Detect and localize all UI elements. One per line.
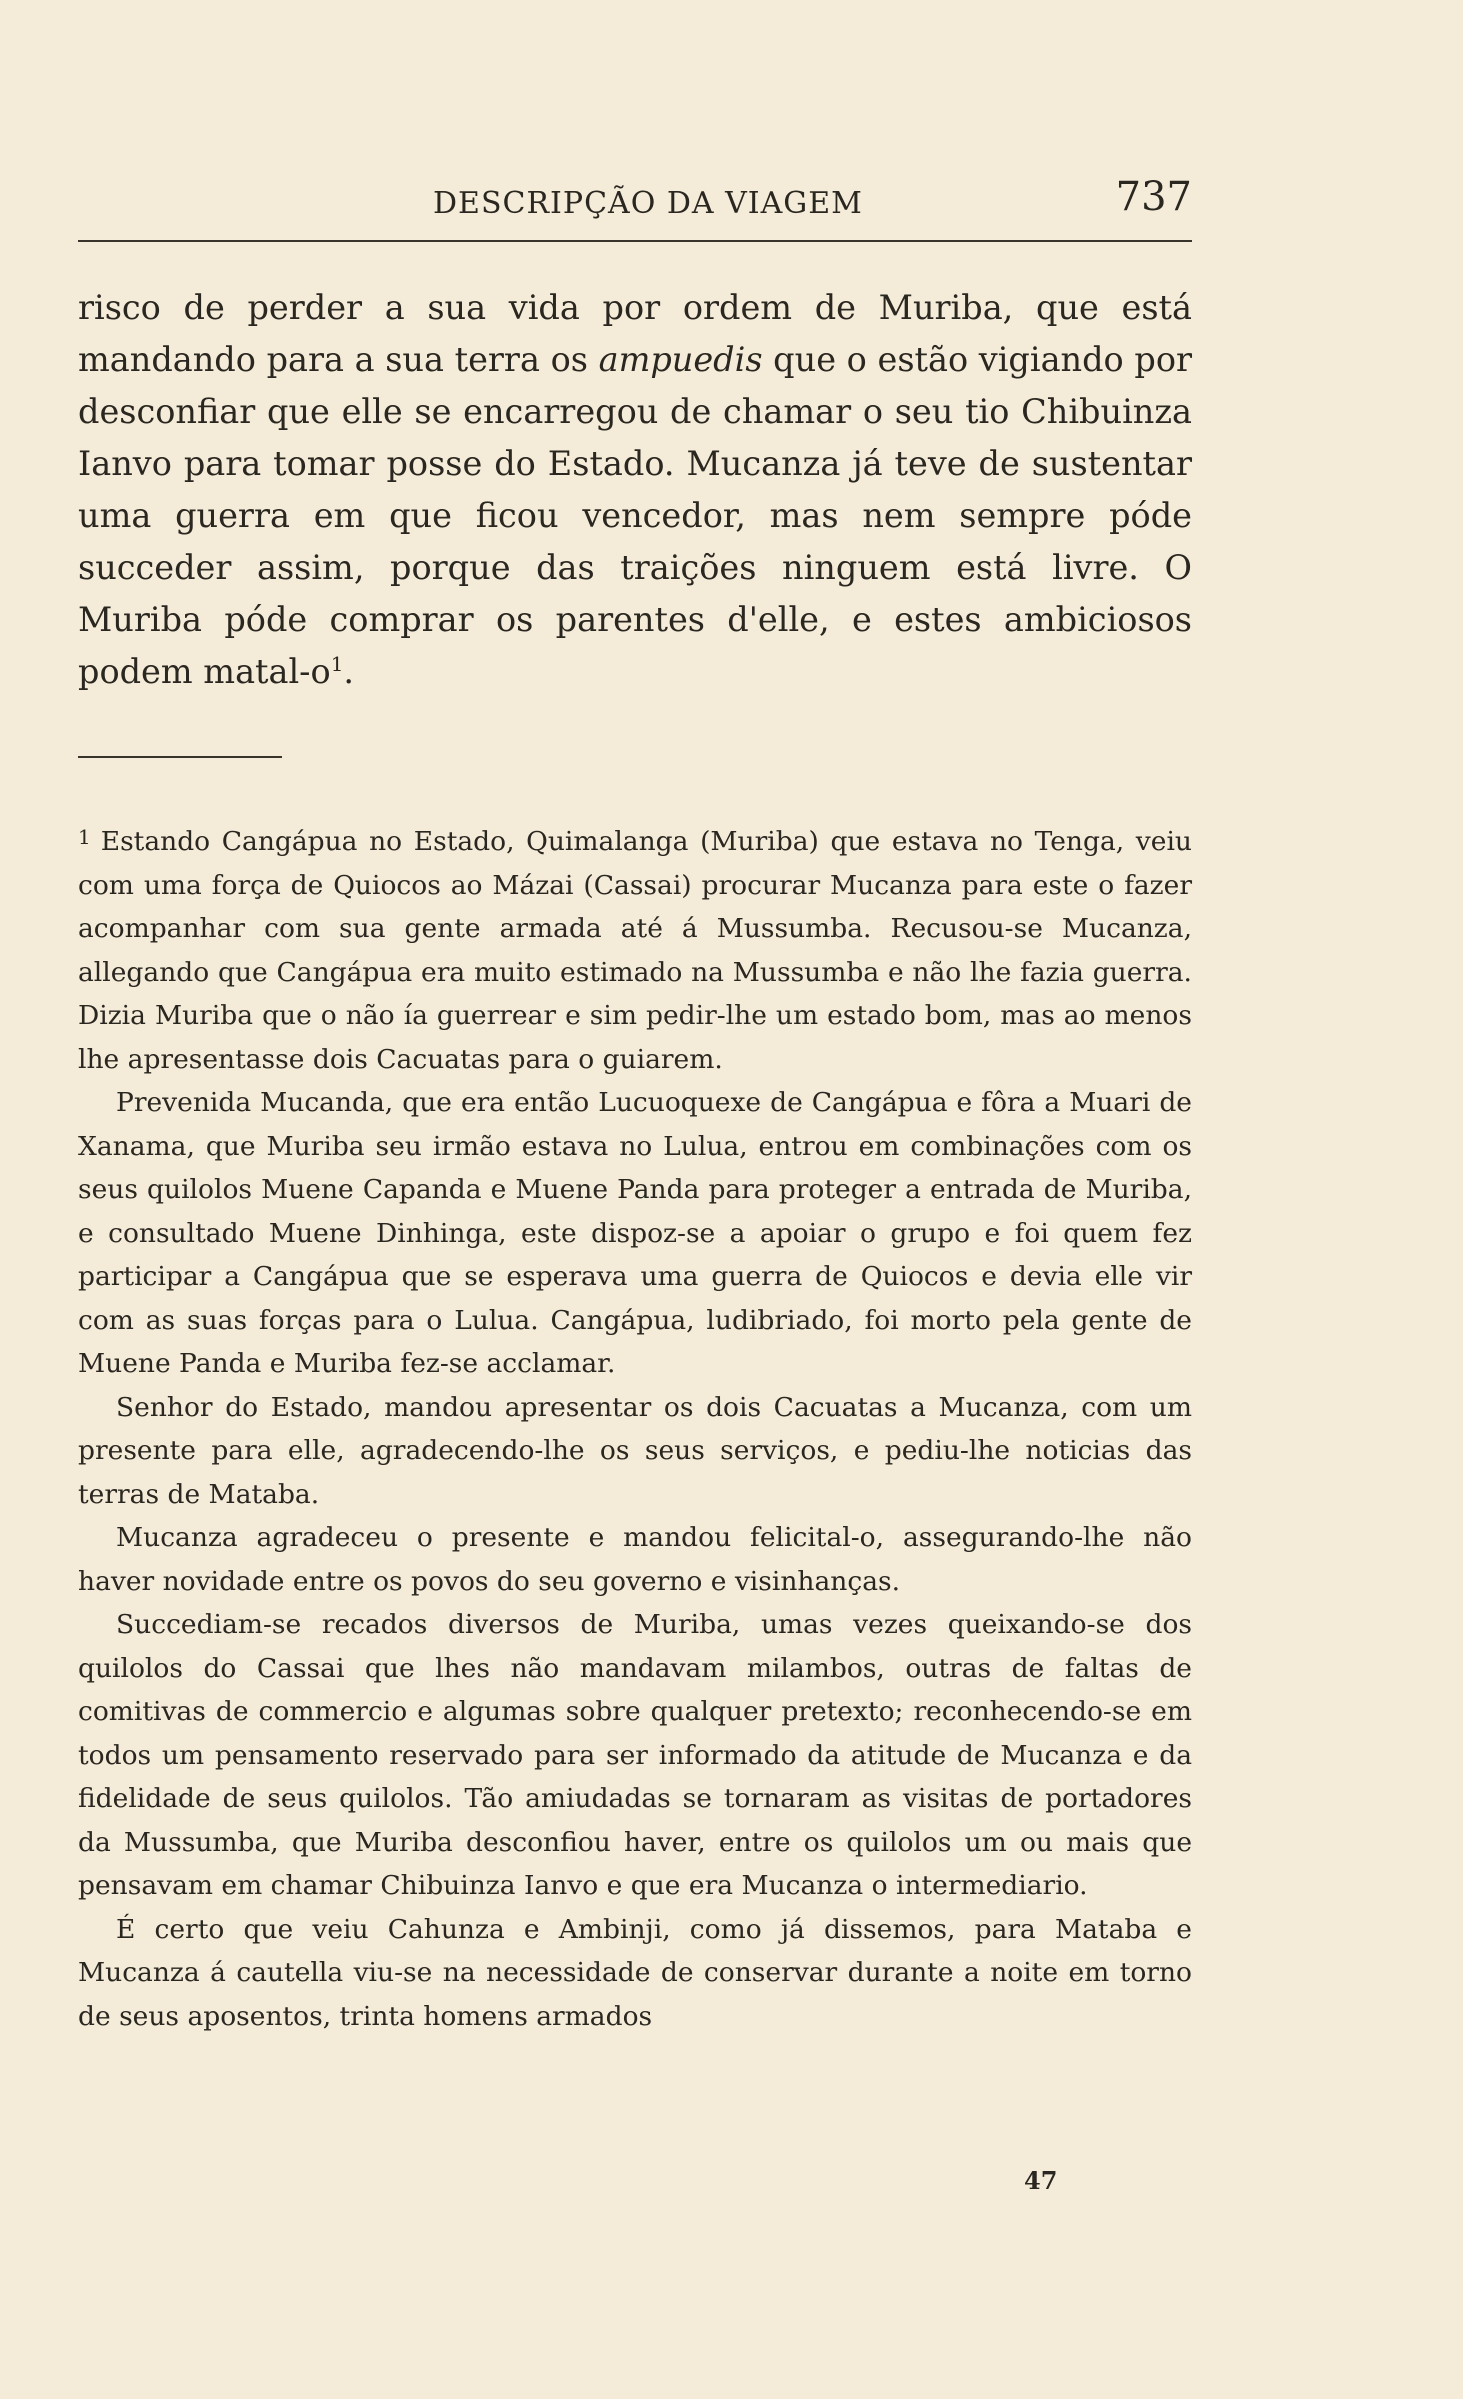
footnote-text: Estando Cangápua no Estado, Quimalanga (Muriba) que estava no Tenga, veiu com uma força de Quiocos ao Mázai (Cassai) procurar Mucanza para este o fazer acompanhar com sua gente armada até á Mussumba. Recusou-se Mucanza, allegando que Cangápua era muito estimado na Mussumba e não lhe fazia guerra. Dizia Muriba que o não ía guerrear e sim pedir-lhe um estado bom, mas ao menos lhe apresentasse dois Cacuatas para o guiarem.	[78, 826, 1192, 1075]
main-text	[78, 282, 1192, 698]
main-text-part-1: risco de perder a sua vida por ordem de Muriba, que está mandando para a sua terra os	[78, 288, 1192, 379]
page-number: 737	[1115, 174, 1192, 220]
footnote-paragraph: Senhor do Estado, mandou apresentar os dois Cacuatas a Mucanza, com um presente para elle, agradecendo-lhe os seus serviços, e pediu-lhe noticias das terras de Mataba.	[78, 1391, 1192, 1510]
signature-mark: 47	[1024, 2166, 1058, 2195]
footnote-paragraph: Mucanza agradeceu o presente e mandou felicital-o, assegurando-lhe não haver novidade entre os povos do seu governo e visinhanças.	[78, 1522, 1192, 1597]
main-paragraph	[78, 282, 1192, 698]
footnote-reference: 1	[330, 652, 344, 676]
header-rule	[78, 240, 1192, 242]
footnote-paragraph	[78, 816, 1192, 1081]
footnote-paragraph: Prevenida Mucanda, que era então Lucuoquexe de Cangápua e fôra a Muari de Xanama, que Muriba seu irmão estava no Lulua, entrou em combinações com os seus quilolos Muene Capanda e Muene Panda para proteger a entrada de Muriba, e consultado Muene Dinhinga, este dispoz-se a apoiar o grupo e foi quem fez participar a Cangápua que se esperava uma guerra de Quiocos e devia elle vir com as suas forças para o Lulua. Cangápua, ludibriado, foi morto pela gente de Muene Panda e Muriba fez-se acclamar.	[78, 1087, 1192, 1379]
italic-term: ampuedis	[598, 340, 763, 379]
main-text-part-2: que o estão vigiando por desconfiar que elle se encarregou de chamar o seu tio Chibuinza Ianvo para tomar posse do Estado. Mucanza já teve de sustentar uma guerra em que ficou vencedor, mas nem sempre póde succeder assim, porque das traições ninguem está livre. O Muriba póde comprar os parentes d'elle, e estes ambiciosos podem matal-o	[78, 340, 1193, 691]
footnote-block	[78, 816, 1192, 2038]
running-title: DESCRIPÇÃO DA VIAGEM	[433, 186, 863, 221]
main-text-end: .	[343, 652, 355, 691]
footnote-number: 1	[78, 825, 91, 849]
footnote-rule	[78, 756, 282, 758]
footnote-paragraph: É certo que veiu Cahunza e Ambinji, como já dissemos, para Mataba e Mucanza á cautella viu-se na necessidade de conservar durante a noite em torno de seus aposentos, trinta homens armados	[78, 1913, 1192, 2032]
footnote-paragraph: Succediam-se recados diversos de Muriba, umas vezes queixando-se dos quilolos do Cassai que lhes não mandavam milambos, outras de faltas de comitivas de commercio e algumas sobre qualquer pretexto; reconhecendo-se em todos um pensamento reservado para ser informado da atitude de Mucanza e da fidelidade de seus quilolos. Tão amiudadas se tornaram as visitas de portadores da Mussumba, que Muriba desconfiou haver, entre os quilolos um ou mais que pensavam em chamar Chibuinza Ianvo e que era Mucanza o intermediario.	[78, 1609, 1192, 1901]
page-header	[78, 172, 1192, 232]
